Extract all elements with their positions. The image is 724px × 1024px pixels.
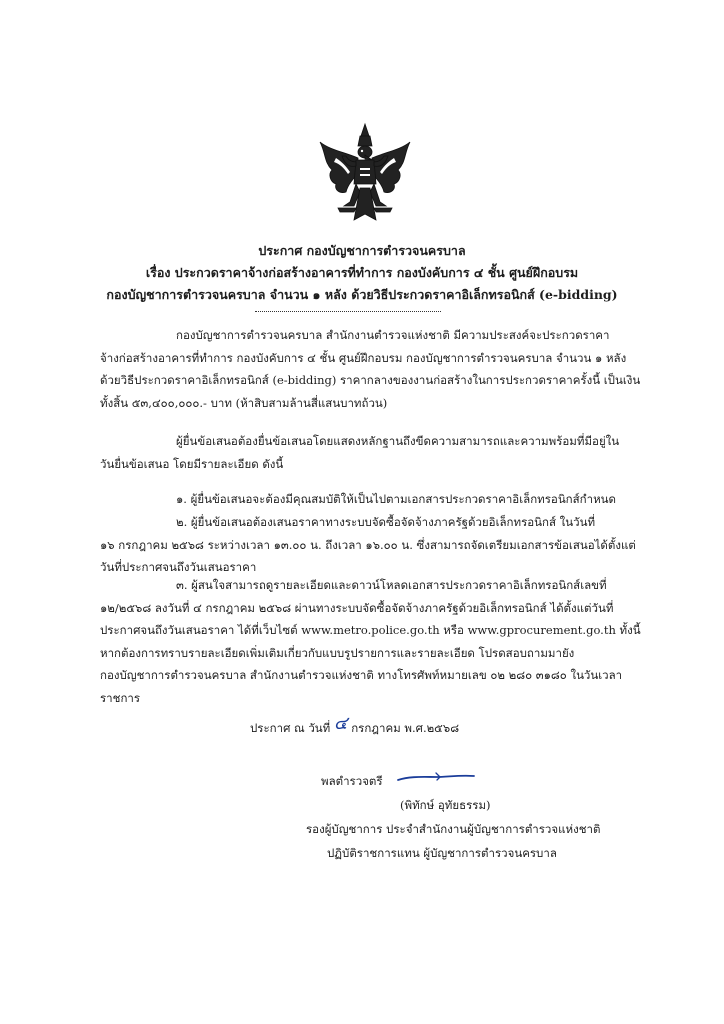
- item-line: ๒. ผู้ยื่นข้อเสนอต้องเสนอราคาทางระบบจัดซื้อจัดจ้างภาครัฐด้วยอิเล็กทรอนิกส์ ในวันที่: [176, 515, 596, 529]
- item-line: ราชการ: [100, 690, 141, 705]
- announcement-subject-line2: กองบัญชาการตำรวจนครบาล จำนวน ๑ หลัง ด้วยวิธีประกวดราคาอิเล็กทรอนิกส์ (e-bidding): [106, 287, 618, 302]
- signer-rank: พลตำรวจตรี: [321, 774, 383, 788]
- signer-acting-on-behalf: ปฏิบัติราชการแทน ผู้บัญชาการตำรวจนครบาล: [327, 846, 557, 860]
- item-1: [100, 488, 642, 511]
- signature-mark: [396, 764, 476, 788]
- item-line: ๑. ผู้ยื่นข้อเสนอจะต้องมีคุณสมบัติให้เป็นไปตามเอกสารประกวดราคาอิเล็กทรอนิกส์กำหนด: [176, 492, 616, 506]
- item-line: วันที่ประกาศจนถึงวันเสนอราคา: [100, 560, 257, 574]
- garuda-emblem-icon: [316, 122, 414, 226]
- intro-line: ด้วยวิธีประกวดราคาอิเล็กทรอนิกส์ (e-bidding) ราคากลางของงานก่อสร้างในการประกวดราคาครั้งนี้ เป็นเงิน: [100, 373, 641, 387]
- item-2: [100, 511, 642, 579]
- requirement-paragraph: [100, 430, 642, 475]
- requirement-line: ผู้ยื่นข้อเสนอต้องยื่นข้อเสนอโดยแสดงหลักฐานถึงขีดความสามารถและความพร้อมที่มีอยู่ใน: [176, 434, 620, 448]
- signer-title: รองผู้บัญชาการ ประจำสำนักงานผู้บัญชาการตำรวจแห่งชาติ: [306, 822, 601, 836]
- announcement-subject-line1: เรื่อง ประกวดราคาจ้างก่อสร้างอาคารที่ทำการ กองบังคับการ ๔ ชั้น ศูนย์ฝึกอบรม: [145, 265, 579, 280]
- dateline-suffix: กรกฎาคม พ.ศ.๒๕๖๘: [351, 721, 460, 735]
- dateline-prefix: ประกาศ ณ วันที่: [250, 721, 331, 735]
- announcement-header: [0, 240, 724, 306]
- announcement-title: ประกาศ กองบัญชาการตำรวจนครบาล: [258, 243, 466, 258]
- header-divider: [255, 311, 441, 312]
- intro-line: ทั้งสิ้น ๕๓,๔๐๐,๐๐๐.- บาท (ห้าสิบสามล้านสี่แสนบาทถ้วน): [100, 395, 388, 410]
- intro-line: จ้างก่อสร้างอาคารที่ทำการ กองบังคับการ ๔ ชั้น ศูนย์ฝึกอบรม กองบัญชาการตำรวจนครบาล จำนวน ๑ หลัง: [100, 350, 627, 365]
- intro-paragraph: [100, 324, 642, 414]
- item-line: ๑๖ กรกฎาคม ๒๕๖๘ ระหว่างเวลา ๑๓.๐๐ น. ถึงเวลา ๑๖.๐๐ น. ซึ่งสามารถจัดเตรียมเอกสารข้อเสนอได้ตั้งแต่: [100, 537, 636, 552]
- dateline-day-handwritten: ๔: [333, 713, 348, 734]
- item-line: ประกาศจนถึงวันเสนอราคา ได้ที่เว็บไซต์ www.metro.police.go.th หรือ www.gprocurement.go.th ทั้งนี้: [100, 623, 641, 637]
- signer-name: (พิทักษ์ อุทัยธรรม): [400, 798, 491, 812]
- item-3: [100, 574, 642, 709]
- requirement-line: วันยื่นข้อเสนอ โดยมีรายละเอียด ดังนี้: [100, 456, 284, 471]
- item-line: กองบัญชาการตำรวจนครบาล สำนักงานตำรวจแห่งชาติ ทางโทรศัพท์หมายเลข ๐๒ ๒๘๐ ๓๑๘๐ ในวันเวลา: [100, 668, 623, 682]
- item-line: ๑๒/๒๕๖๘ ลงวันที่ ๔ กรกฎาคม ๒๕๖๘ ผ่านทางระบบจัดซื้อจัดจ้างภาครัฐด้วยอิเล็กทรอนิกส์ ได้ตั้งแต่วันที่: [100, 600, 614, 615]
- item-line: ๓. ผู้สนใจสามารถดูรายละเอียดและดาวน์โหลดเอกสารประกวดราคาอิเล็กทรอนิกส์เลขที่: [176, 578, 607, 592]
- item-line: หากต้องการทราบรายละเอียดเพิ่มเติมเกี่ยวกับแบบรูปรายการและรายละเอียด โปรดสอบถามมายัง: [100, 645, 575, 660]
- dateline: [250, 713, 460, 740]
- intro-line: กองบัญชาการตำรวจนครบาล สำนักงานตำรวจแห่งชาติ มีความประสงค์จะประกวดราคา: [176, 328, 610, 342]
